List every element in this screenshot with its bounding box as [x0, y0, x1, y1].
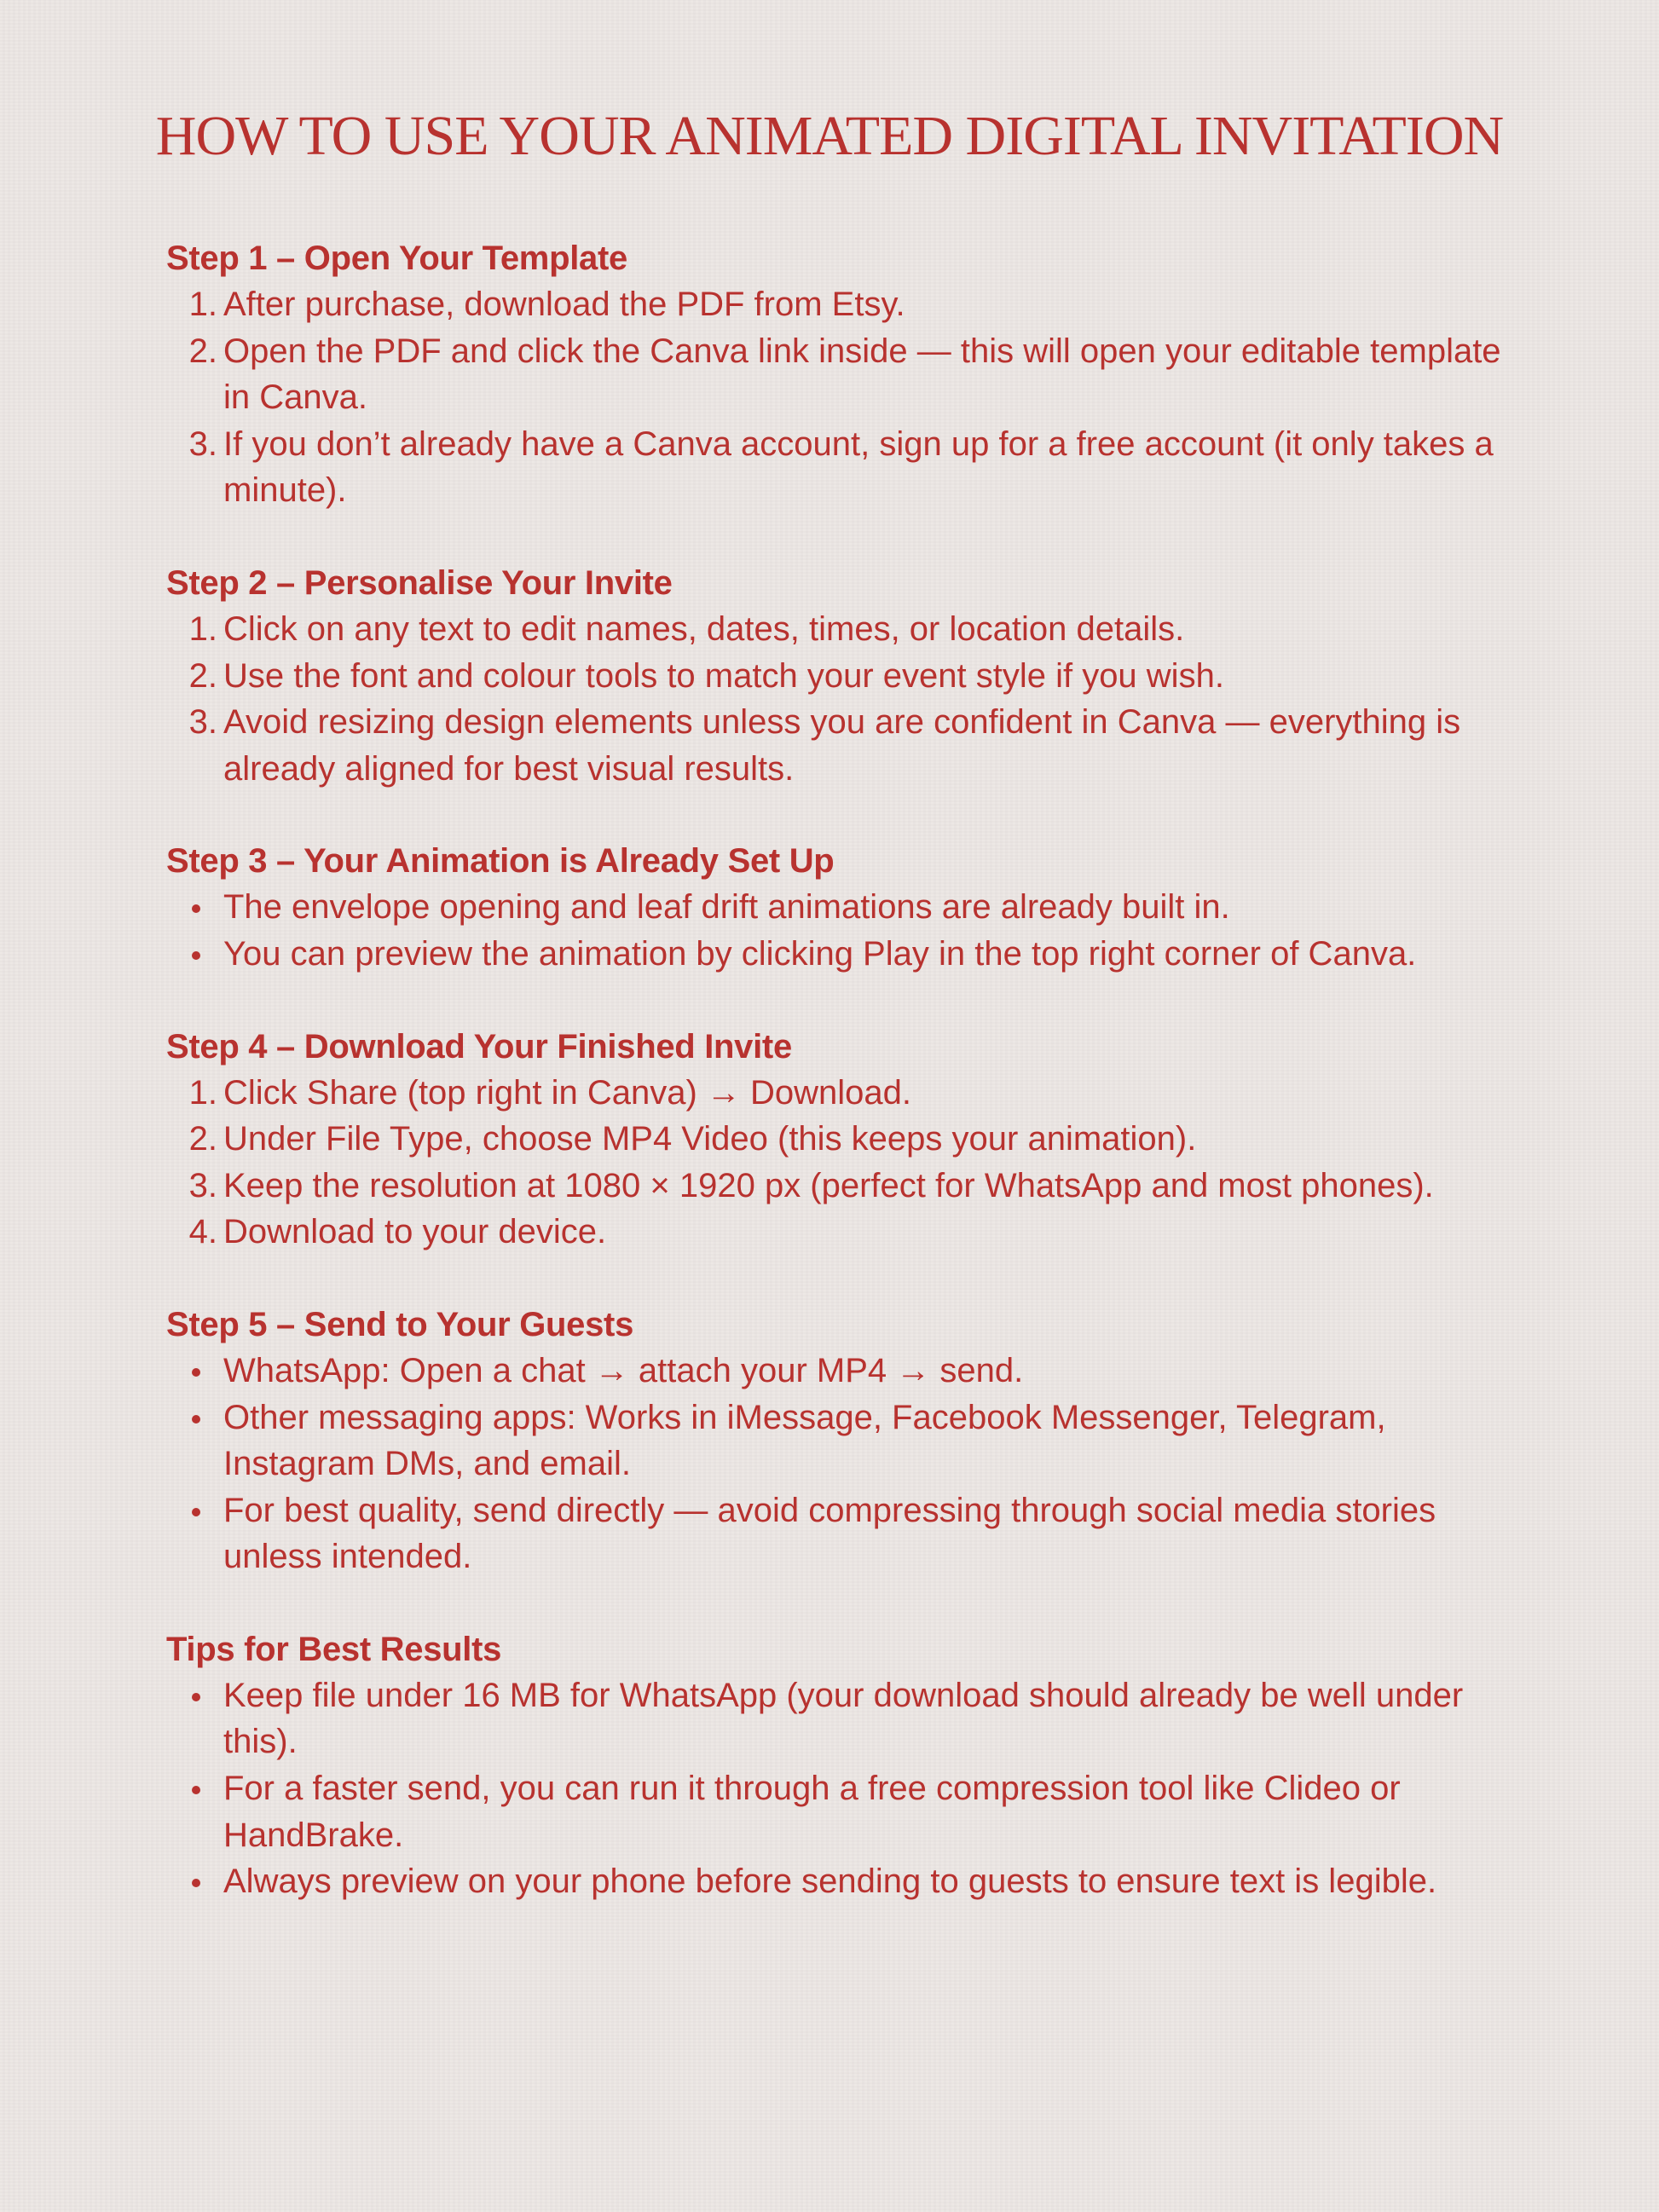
list-item	[166, 1209, 1513, 1256]
list-item-text: Keep file under 16 MB for WhatsApp (your download should already be well under this).	[223, 1676, 1464, 1761]
list-item	[166, 699, 1513, 792]
bullet-dot-icon	[192, 1508, 200, 1516]
list-item-text: For a faster send, you can run it through a free compression tool like Clideo or HandBrake.	[223, 1770, 1401, 1854]
section-heading: Step 4 – Download Your Finished Invite	[166, 1027, 792, 1066]
list-item	[166, 884, 1513, 931]
list-item	[166, 1070, 1513, 1117]
list-item	[166, 1672, 1513, 1765]
section-heading: Tips for Best Results	[166, 1630, 502, 1668]
bullet-dot-icon	[192, 1693, 200, 1701]
list-item	[166, 1116, 1513, 1163]
bullet-list	[166, 1348, 1513, 1580]
list-item	[166, 931, 1513, 978]
bullet-dot-icon	[192, 1786, 200, 1794]
section-6	[166, 1626, 1513, 1905]
section-heading: Step 1 – Open Your Template	[166, 240, 627, 277]
section-heading: Step 2 – Personalise Your Invite	[166, 563, 673, 602]
list-item	[166, 606, 1513, 653]
bullet-dot-icon	[192, 904, 200, 913]
list-number: 4.	[188, 1213, 217, 1251]
list-number: 2.	[188, 332, 217, 370]
list-number: 1.	[188, 286, 217, 323]
bullet-dot-icon	[192, 1879, 200, 1887]
list-item	[166, 1395, 1513, 1487]
list-item	[166, 653, 1513, 700]
bullet-list	[166, 1672, 1513, 1905]
list-item-text: Open the PDF and click the Canva link inside — this will open your editable template in Canva.	[223, 332, 1501, 417]
list-item	[166, 1348, 1513, 1395]
list-item	[166, 328, 1513, 421]
list-item-text: If you don’t already have a Canva account, sign up for a free account (it only takes a minute).	[223, 424, 1494, 510]
list-number: 2.	[188, 1120, 217, 1158]
numbered-list	[166, 281, 1513, 514]
list-item	[166, 1858, 1513, 1905]
bullet-list	[166, 884, 1513, 977]
list-item-text: WhatsApp: Open a chat → attach your MP4 → send.	[223, 1351, 1024, 1389]
section-heading: Step 3 – Your Animation is Already Set Up	[166, 842, 835, 881]
page-title: HOW TO USE YOUR ANIMATED DIGITAL INVITATION	[155, 105, 1504, 167]
list-item-text: Under File Type, choose MP4 Video (this keeps your animation).	[223, 1120, 1197, 1158]
section-5	[166, 1302, 1513, 1580]
list-number: 1.	[188, 609, 217, 648]
list-number: 3.	[188, 1166, 217, 1204]
section-3	[166, 838, 1513, 977]
list-item-text: Use the font and colour tools to match your event style if you wish.	[223, 656, 1224, 695]
bullet-dot-icon	[192, 951, 200, 960]
bullet-dot-icon	[192, 1415, 200, 1424]
list-number: 1.	[188, 1073, 217, 1112]
list-item	[166, 281, 1513, 328]
section-1	[166, 235, 1513, 514]
list-item	[166, 1487, 1513, 1580]
list-item-text: After purchase, download the PDF from Etsy.	[223, 286, 905, 323]
list-item-text: For best quality, send directly — avoid compressing through social media stories unless intended.	[223, 1491, 1436, 1576]
list-item-text: Keep the resolution at 1080 × 1920 px (perfect for WhatsApp and most phones).	[223, 1166, 1434, 1204]
list-item-text: Avoid resizing design elements unless you are confident in Canva — everything is already aligned for best visual results.	[223, 703, 1461, 788]
list-item	[166, 1765, 1513, 1858]
numbered-list	[166, 606, 1513, 792]
section-2	[166, 560, 1513, 792]
list-number: 3.	[188, 424, 217, 463]
list-item	[166, 421, 1513, 514]
list-number: 3.	[188, 703, 217, 742]
section-4	[166, 1024, 1513, 1256]
list-item-text: Download to your device.	[223, 1213, 607, 1251]
list-item-text: You can preview the animation by clicking Play in the top right corner of Canva.	[223, 934, 1417, 973]
list-number: 2.	[188, 656, 217, 695]
bullet-dot-icon	[192, 1368, 200, 1377]
instructions-content	[166, 235, 1513, 1951]
list-item-text: Other messaging apps: Works in iMessage, Facebook Messenger, Telegram, Instagram DMs, and email.	[223, 1398, 1386, 1483]
list-item-text: Click on any text to edit names, dates, times, or location details.	[223, 609, 1185, 648]
numbered-list	[166, 1070, 1513, 1256]
list-item-text: Click Share (top right in Canva) → Download.	[223, 1073, 912, 1112]
list-item-text: Always preview on your phone before sending to guests to ensure text is legible.	[223, 1863, 1437, 1901]
section-heading: Step 5 – Send to Your Guests	[166, 1305, 634, 1343]
list-item	[166, 1163, 1513, 1210]
list-item-text: The envelope opening and leaf drift animations are already built in.	[223, 888, 1230, 927]
